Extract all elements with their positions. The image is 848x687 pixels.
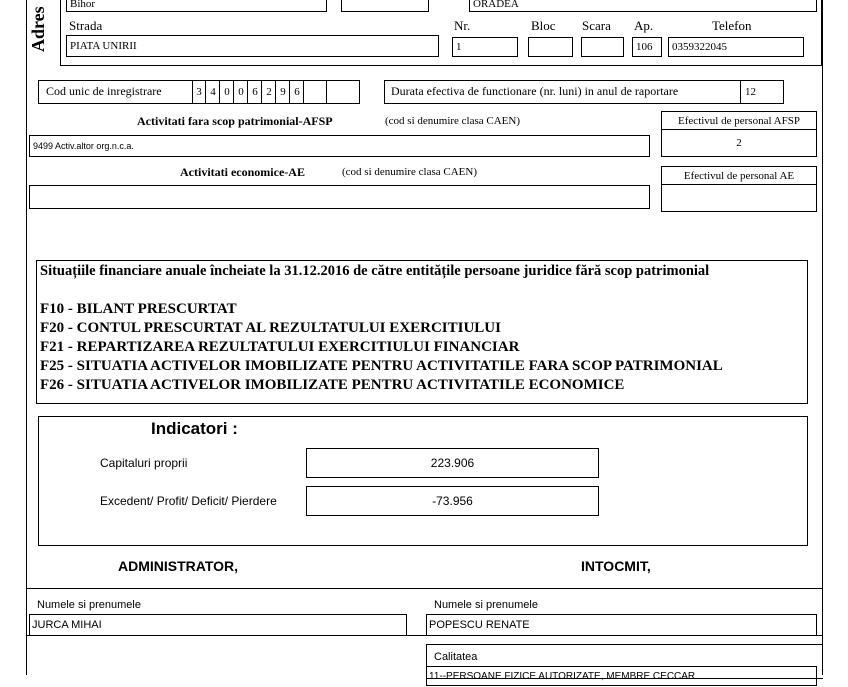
cui-box xyxy=(38,80,360,104)
cui-digit[interactable] xyxy=(328,81,358,103)
indicators-title: Indicatori : xyxy=(151,419,238,438)
page-left-border xyxy=(26,0,27,675)
forms-box xyxy=(36,260,808,404)
intocmit-name-field[interactable]: POPESCU RENATE xyxy=(426,614,817,636)
localitate-field[interactable]: ORADEA xyxy=(469,0,817,12)
cui-digit[interactable]: 0 xyxy=(221,81,234,103)
cui-digit[interactable]: 0 xyxy=(235,81,248,103)
cui-digit[interactable]: 6 xyxy=(249,81,262,103)
bloc-field[interactable] xyxy=(528,37,573,57)
capitaluri-value[interactable]: 223.906 xyxy=(306,448,599,478)
page-right-border xyxy=(822,0,823,675)
cui-digit[interactable]: 3 xyxy=(193,81,206,103)
telefon-field[interactable]: 0359322045 xyxy=(668,37,804,57)
forms-heading: Situațiile financiare anuale încheiate la 31.12.2016 de către entitățile persoane juridice fără scop patrimonial xyxy=(40,263,710,279)
cui-label: Cod unic de inregistrare xyxy=(46,84,162,98)
form-item-f25: F25 - SITUATIA ACTIVELOR IMOBILIZATE PENTRU ACTIVITATILE FARA SCOP PATRIMONIAL xyxy=(40,358,723,374)
durata-box xyxy=(384,80,784,104)
address-section-label: Adres xyxy=(28,6,48,52)
strada-field[interactable]: PIATA UNIRII xyxy=(66,35,439,57)
sector-field[interactable] xyxy=(341,0,429,12)
strada-label: Strada xyxy=(69,18,103,33)
ae-title: Activitati economice-AE xyxy=(180,165,305,179)
judet-field[interactable]: Bihor xyxy=(66,0,327,12)
afsp-personal-label: Efectivul de personal AFSP xyxy=(662,112,816,130)
administrator-name-label: Numele si prenumele xyxy=(37,599,141,611)
nr-label: Nr. xyxy=(454,18,471,33)
cui-digit[interactable]: 9 xyxy=(277,81,290,103)
indicators-box xyxy=(38,416,808,546)
cui-digit[interactable]: 6 xyxy=(291,81,304,103)
afsp-title: Activitati fara scop patrimonial-AFSP xyxy=(137,114,333,128)
ae-caen-field[interactable] xyxy=(29,185,650,209)
form-item-f21: F21 - REPARTIZAREA REZULTATULUI EXERCITIULUI FINANCIAR xyxy=(40,339,520,355)
calitatea-label: Calitatea xyxy=(434,651,478,663)
cui-digit[interactable] xyxy=(305,81,327,103)
ae-personal-value[interactable] xyxy=(662,186,816,211)
cui-digits xyxy=(192,81,360,103)
cui-digit[interactable]: 2 xyxy=(263,81,276,103)
intocmit-title: INTOCMIT, xyxy=(581,558,651,574)
afsp-personal-value[interactable]: 2 xyxy=(736,137,742,149)
ap-label: Ap. xyxy=(634,18,654,33)
form-item-f26: F26 - SITUATIA ACTIVELOR IMOBILIZATE PENTRU ACTIVITATILE ECONOMICE xyxy=(40,377,625,393)
bloc-label: Bloc xyxy=(531,18,556,33)
durata-label: Durata efectiva de functionare (nr. luni) in anul de raportare xyxy=(391,84,679,98)
scara-field[interactable] xyxy=(581,37,624,57)
intocmit-name-label: Numele si prenumele xyxy=(434,599,538,611)
administrator-title: ADMINISTRATOR, xyxy=(118,558,239,574)
nr-field[interactable]: 1 xyxy=(452,37,518,57)
ae-subtitle: (cod si denumire clasa CAEN) xyxy=(342,166,478,178)
administrator-name-field[interactable]: JURCA MIHAI xyxy=(29,614,407,636)
durata-field[interactable]: 12 xyxy=(740,81,784,103)
afsp-personal-box xyxy=(661,111,817,157)
scara-label: Scara xyxy=(582,18,611,33)
calitatea-field[interactable]: 11--PERSOANE FIZICE AUTORIZATE, MEMBRE CECCAR xyxy=(426,666,817,686)
ae-personal-box xyxy=(661,166,817,212)
ae-personal-label: Efectivul de personal AE xyxy=(662,167,816,185)
form-item-f10: F10 - BILANT PRESCURTAT xyxy=(40,301,237,317)
capitaluri-label: Capitaluri proprii xyxy=(100,456,188,470)
telefon-label: Telefon xyxy=(712,18,752,33)
excedent-value[interactable]: -73.956 xyxy=(306,486,599,516)
cui-digit[interactable]: 4 xyxy=(207,81,220,103)
afsp-subtitle: (cod si denumire clasa CAEN) xyxy=(385,115,521,127)
afsp-caen-field[interactable]: 9499 Activ.altor org.n.c.a. xyxy=(29,135,650,157)
ap-field[interactable]: 106 xyxy=(632,37,662,57)
excedent-label: Excedent/ Profit/ Deficit/ Pierdere xyxy=(100,494,277,508)
form-item-f20: F20 - CONTUL PRESCURTAT AL REZULTATULUI EXERCITIULUI xyxy=(40,320,501,336)
